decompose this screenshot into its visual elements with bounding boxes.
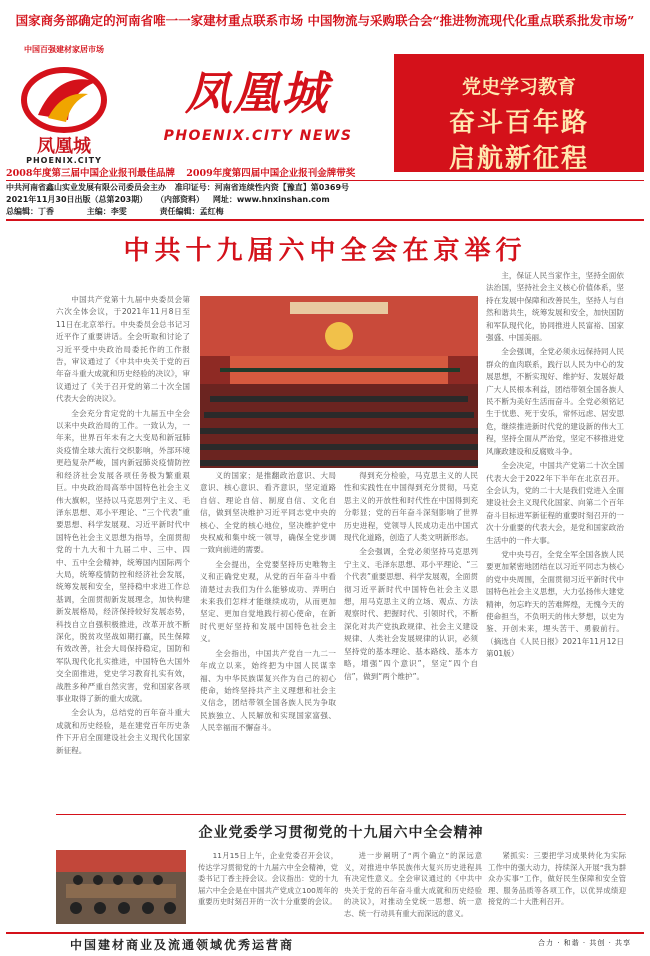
award-1: 2008年度第三届中国企业报刊最佳品牌: [6, 168, 175, 179]
article-column-1: [56, 294, 190, 764]
award-line: [6, 165, 644, 179]
logo: [6, 44, 122, 169]
paragraph: 全会充分肯定党的十九届五中全会以来中央政治局的工作。一致认为，一年来，世界百年未有之大变局和新冠肺炎疫情全球大流行交织影响，外部环境更趋复杂严峻，国内新冠肺炎疫情防控和经济社会发展各项任务极为繁重艰巨。中央政治局高举中国特色社会主义伟大旗帜，坚持以马克思列宁主义、毛泽东思想、邓小平理论、“三个代表”重要思想、科学发展观、习近平新时代中国特色社会主义思想为指导，全面贯彻党的十九大和十九届二中、三中、四中、五中全会精神，统筹国内国际两个大局，统筹疫情防控和经济社会发展，统筹发展和安全，坚持稳中求进工作总基调，全面贯彻新发展理念，加快构建新发展格局，经济保持较好发展态势，科技自立自强积极推进，改革开放不断深化，脱贫攻坚战如期打赢，民生保障有效改善，社会大局保持稳定，国防和军队现代化扎实推进，中国特色大国外交全面推进，党史学习教育扎实有效，战胜多种严重自然灾害，党和国家各项事业取得了新的重大成就。: [56, 408, 190, 703]
masthead-title-en: PHOENIX.CITY NEWS: [163, 128, 353, 144]
footer-slogan: 中国建材商业及流通领域优秀运营商: [70, 938, 295, 952]
paragraph: 得到充分检验，马克思主义的人民性和实践性在中国得到充分贯彻，马克思主义的开放性和时代性在中国得到充分彰显；党的百年奋斗深刻影响了世界历史进程，党领导人民成功走出中国式现代化道路，创造了人类文明新形态。: [344, 471, 478, 543]
responsible-editor: 责任编辑：孟红梅: [159, 207, 224, 216]
divider: [6, 180, 644, 181]
chief-editor: 总编辑：丁香: [6, 207, 54, 216]
plenary-session-photo: [200, 296, 478, 468]
meeting-hall-image: [200, 296, 478, 468]
paragraph: 党中央号召，全党全军全国各族人民要更加紧密地团结在以习近平同志为核心的党中央周围，全面贯彻习近平新时代中国特色社会主义思想，大力弘扬伟大建党精神，勿忘昨天的苦难辉煌，无愧今天的使命担当，不负明天的伟大梦想，以史为鉴、开创未来，埋头苦干、勇毅前行。（摘选自《人民日报》2021年11月12日第01版）: [486, 549, 624, 659]
paragraph: 11月15日上午，企业党委召开会议，传达学习贯彻党的十九届六中全会精神，党委书记丁香主持会议。会议指出：党的十九届六中全会是在中国共产党成立100周年的重要历史时刻召开的一次十分重要的会议。: [198, 851, 338, 907]
paragraph: 全会指出，中国共产党自一九二一年成立以来，始终把为中国人民谋幸福、为中华民族谋复兴作为自己的初心使命，始终坚持共产主义理想和社会主义信念，团结带领全国各族人民为争取民族独立、人民解放和实现国家富强、人民幸福而不懈奋斗。: [200, 648, 336, 733]
paragraph: 中国共产党第十九届中央委员会第六次全体会议，于2021年11月8日至11日在北京举行。中央委员会总书记习近平作了重要讲话。全会听取和讨论了习近平受中央政治局委托作的工作报告，审议通过了《中共中央关于党的百年奋斗重大成就和历史经验的决议》，审议通过了《关于召开党的第二十次全国代表大会的决议》。: [56, 295, 190, 404]
paragraph: 全会强调，全党必须坚持马克思列宁主义、毛泽东思想、邓小平理论、“三个代表”重要思想、科学发展观，全面贯彻习近平新时代中国特色社会主义思想，用马克思主义的立场、观点、方法观察时代、把握时代、引领时代，不断深化对共产党执政规律、社会主义建设规律、人类社会发展规律的认识，必须坚持党的基本理论、基本路线、基本方略，增强“四个意识”，坚定“四个自信”，做到“两个维护”。: [344, 547, 478, 681]
publication-meta-2: [6, 194, 644, 206]
article-column-2: [200, 470, 336, 810]
sub-headline: 企业党委学习贯彻党的十九届六中全会精神: [198, 825, 484, 841]
logo-tagline: 中国百强建材家居市场: [24, 44, 104, 54]
article-column-4: [486, 270, 624, 810]
license: 准印证号：河南省连续性内资【豫直】第0369号: [174, 183, 350, 192]
paragraph: 主，保证人民当家作主，坚持全面依法治国，坚持社会主义核心价值体系，坚持在发展中保障和改善民生，坚持人与自然和谐共生，统筹发展和安全，加快国防和军队现代化，协同推进人民富裕、国家强盛、中国美丽。: [486, 271, 624, 343]
slogan-line-2: 奋斗百年路: [448, 108, 589, 138]
top-banner: 国家商务部确定的河南省唯一一家建材重点联系市场 中国物流与采购联合会“推进物流现代化重点联系批发市场”: [6, 6, 644, 36]
slogan-box: [394, 54, 644, 172]
divider: [56, 814, 626, 815]
publication-meta-3: [6, 206, 644, 218]
slogan-line-3: 启航新征程: [448, 144, 589, 174]
editor: 主编：李雯: [86, 207, 127, 216]
paragraph: 全会认为，总结党的百年奋斗重大成就和历史经验，是在建党百年历史条件下开启全面建设社会主义现代化国家新征程。: [56, 708, 190, 755]
publication-meta-1: [6, 182, 644, 194]
paragraph: 紧抓实：三要把学习成果转化为实际工作中的强大动力，持续深入开展“我为群众办实事”工作，做好民生保障和安全管理、服务品质等各项工作，以优异成绩迎接党的二十大胜利召开。: [488, 851, 626, 907]
award-2: 2009年度第四届中国企业报刊金牌带奖: [186, 168, 356, 179]
issue-date: 2021年11月30日出版（总第203期）: [6, 195, 148, 204]
logo-name-en: PHOENIX.CITY: [26, 156, 102, 165]
logo-name-cn: 凤凰城: [37, 136, 91, 157]
sub-article-column-2: [344, 850, 482, 926]
website[interactable]: 网址：www.hnxinshan.com: [212, 195, 330, 204]
party-meeting-photo: [56, 850, 186, 924]
publisher: 中共河南省鑫山实业发展有限公司委员会主办: [6, 183, 166, 192]
paragraph: 全会提出，全党要坚持历史唯物主义和正确党史观，从党的百年奋斗中看清楚过去我们为什么能够成功、弄明白未来我们怎样才能继续成功，从而更加坚定、更加自觉地践行初心使命，在新时代更好坚持和发展中国特色社会主义。: [200, 559, 336, 644]
divider: [6, 219, 644, 221]
paragraph: 义的国家；是推翻政治意识、大局意识、核心意识、看齐意识，坚定道路自信、理论自信、制度自信、文化自信，做到坚决维护习近平同志党中央的核心、全党的核心地位，坚决维护党中央权威和集中统一领导，确保全党步调一致向前进的需要。: [200, 471, 336, 555]
footer-motto: 合力 · 和谐 · 共创 · 共享: [538, 939, 632, 947]
footer-divider: [6, 932, 644, 934]
paragraph: 全会强调，全党必须永远保持同人民群众的血肉联系，践行以人民为中心的发展思想，不断实现好、维护好、发展好最广大人民根本利益，团结带领全国各族人民不断为美好生活而奋斗。全党必须铭记生于忧患、死于安乐，常怀远虑、居安思危，继续推进新时代党的建设新的伟大工程，坚持全面从严治党，坚定不移推进党风廉政建设和反腐败斗争。: [486, 347, 624, 456]
paragraph: 全会决定，中国共产党第二十次全国代表大会于2022年下半年在北京召开。全会认为，党的二十大是我们党进入全面建设社会主义现代化国家、向第二个百年奋斗目标进军新征程的重要时刻召开的一次十分重要的代表大会，是党和国家政治生活中的一件大事。: [486, 461, 624, 545]
sub-article-column-1: [198, 850, 338, 926]
slogan-line-1: 党史学习教育: [461, 76, 576, 98]
masthead-title-cn: 凤凰城: [185, 66, 329, 120]
paragraph: 进一步阐明了“两个确立”的深远意义，对推进中华民族伟大复兴历史进程具有决定性意义。全会审议通过的《中共中央关于党的百年奋斗重大成就和历史经验的决议》，对推动全党统一思想、统一意志、统一行动具有重大而深远的意义。: [344, 851, 482, 918]
headline: 中共十九届六中全会在京举行: [123, 236, 527, 266]
internal-note: （内部资料）: [156, 195, 205, 204]
phoenix-logo-icon: [18, 60, 110, 134]
meeting-room-image: [56, 850, 186, 924]
article-column-3: [344, 470, 478, 810]
sub-article-column-3: [488, 850, 626, 926]
